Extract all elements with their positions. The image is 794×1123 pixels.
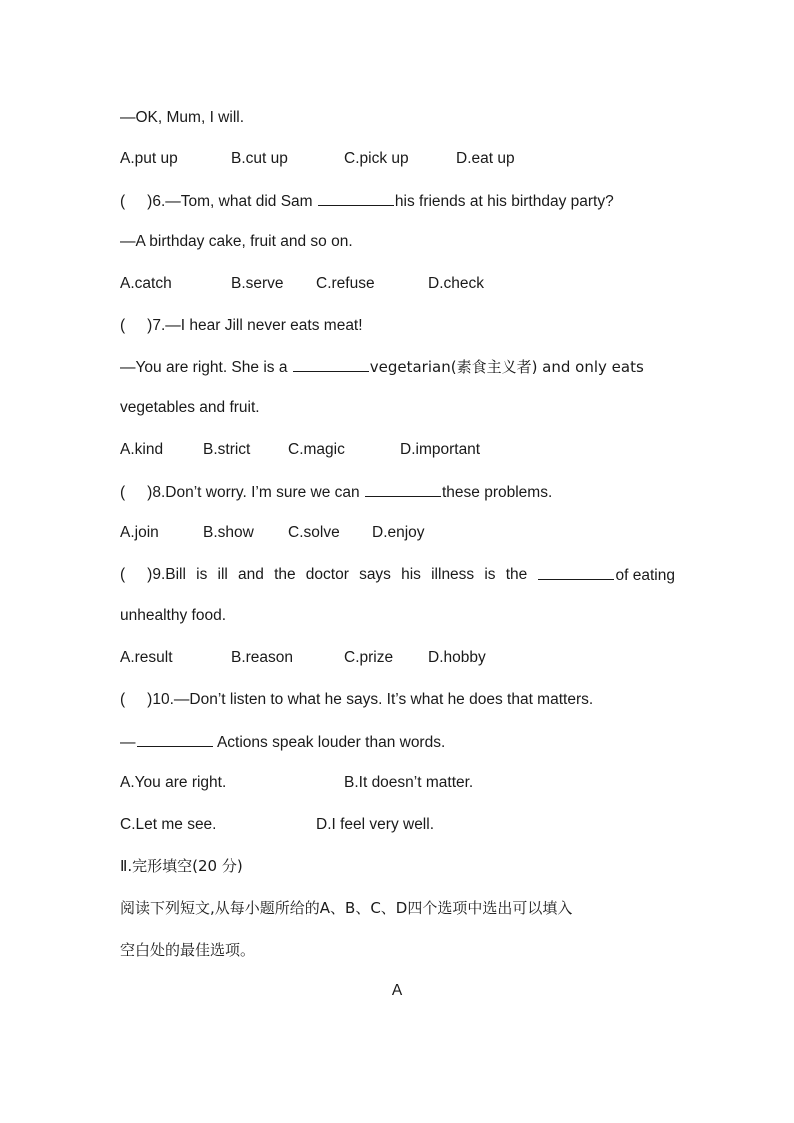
q7-stem <box>120 316 363 336</box>
answer-paren-close: ) <box>147 566 153 583</box>
q7-option-a: A.kind <box>120 441 164 458</box>
q9-option-b: B.reason <box>231 649 294 666</box>
q9-paren <box>120 565 186 586</box>
q8-option-c: C.solve <box>288 524 340 541</box>
q5-reply: —OK, Mum, I will. <box>120 109 245 126</box>
q7-stem-text: 7.—I hear Jill never eats meat! <box>152 317 363 334</box>
q9-option-c: C.prize <box>344 649 394 666</box>
q7-reply <box>120 357 644 378</box>
answer-paren-open: ( <box>120 691 126 708</box>
passage-label: A <box>391 982 403 999</box>
q8-option-a: A.join <box>120 524 159 541</box>
answer-paren-close: ) <box>147 193 153 210</box>
q6-reply: —A birthday cake, fruit and so on. <box>120 233 353 250</box>
q9-word: and <box>238 566 264 583</box>
q9-stem-after: of eating <box>615 567 675 584</box>
q9-word: illness <box>431 566 475 583</box>
q9-option-a: A.result <box>120 649 173 666</box>
q9-word: doctor <box>305 566 349 583</box>
q6-option-a: A.catch <box>120 275 172 292</box>
q7-option-c: C.magic <box>288 441 345 458</box>
q9-word: says <box>359 566 391 583</box>
q9-word: the <box>274 566 296 583</box>
q5-option-d: D.eat up <box>456 150 515 167</box>
q8-option-d: D.enjoy <box>372 524 425 541</box>
q8-stem-before: 8.Don’t worry. I’m sure we can <box>152 484 364 501</box>
answer-paren-close: ) <box>147 317 153 334</box>
q9-word: is <box>484 566 496 583</box>
q9-blank-group <box>537 565 674 586</box>
q7-blank[interactable] <box>293 357 369 372</box>
q10-option-d: D.I feel very well. <box>316 816 435 833</box>
q9-blank[interactable] <box>538 565 614 580</box>
q7-option-b: B.strict <box>203 441 251 458</box>
answer-paren-close: ) <box>147 691 153 708</box>
answer-paren-close: ) <box>147 484 153 501</box>
q9-stem <box>120 565 675 586</box>
q6-stem <box>120 191 614 212</box>
section2-instruction-1: 阅读下列短文,从每小题所给的A、B、C、D四个选项中选出可以填入 <box>120 899 573 917</box>
section2-instruction-2: 空白处的最佳选项。 <box>120 941 256 959</box>
q9-word: the <box>505 566 528 583</box>
q10-stem <box>120 690 593 710</box>
q10-stem-text: 10.—Don’t listen to what he says. It’s what he does that matters. <box>152 691 594 708</box>
q7-reply-after: vegetarian(素食主义者) and only eats <box>369 358 644 376</box>
q8-blank[interactable] <box>365 482 441 497</box>
q7-reply-cont: vegetables and fruit. <box>120 399 260 416</box>
q6-option-c: C.refuse <box>316 275 375 292</box>
q10-option-a: A.You are right. <box>120 774 227 791</box>
q10-reply <box>120 732 445 753</box>
q5-option-a: A.put up <box>120 150 178 167</box>
q9-option-d: D.hobby <box>428 649 486 666</box>
q8-stem-after: these problems. <box>441 484 553 501</box>
q10-option-b: B.It doesn’t matter. <box>344 774 474 791</box>
q7-option-d: D.important <box>400 441 481 458</box>
q9-word: is <box>196 566 208 583</box>
q10-reply-prefix: — <box>120 734 136 751</box>
q6-option-d: D.check <box>428 275 484 292</box>
q6-stem-after: his friends at his birthday party? <box>394 193 614 210</box>
q9-word: his <box>401 566 421 583</box>
q10-option-c: C.Let me see. <box>120 816 217 833</box>
q8-option-b: B.show <box>203 524 254 541</box>
q9-word: ill <box>217 566 228 583</box>
q6-blank[interactable] <box>318 191 394 206</box>
q5-option-b: B.cut up <box>231 150 288 167</box>
q6-stem-before: 6.—Tom, what did Sam <box>152 193 317 210</box>
q10-reply-after: Actions speak louder than words. <box>213 734 446 751</box>
q8-stem <box>120 482 552 503</box>
q6-option-b: B.serve <box>231 275 284 292</box>
answer-paren-open: ( <box>120 484 126 501</box>
answer-paren-open: ( <box>120 317 126 334</box>
q9-cont: unhealthy food. <box>120 607 227 624</box>
q7-reply-before: —You are right. She is a <box>120 359 292 376</box>
section2-heading: Ⅱ.完形填空(20 分) <box>120 857 243 875</box>
q10-blank[interactable] <box>137 732 213 747</box>
answer-paren-open: ( <box>120 566 126 583</box>
q5-option-c: C.pick up <box>344 150 409 167</box>
q9-word: 9.Bill <box>152 566 186 583</box>
answer-paren-open: ( <box>120 193 126 210</box>
